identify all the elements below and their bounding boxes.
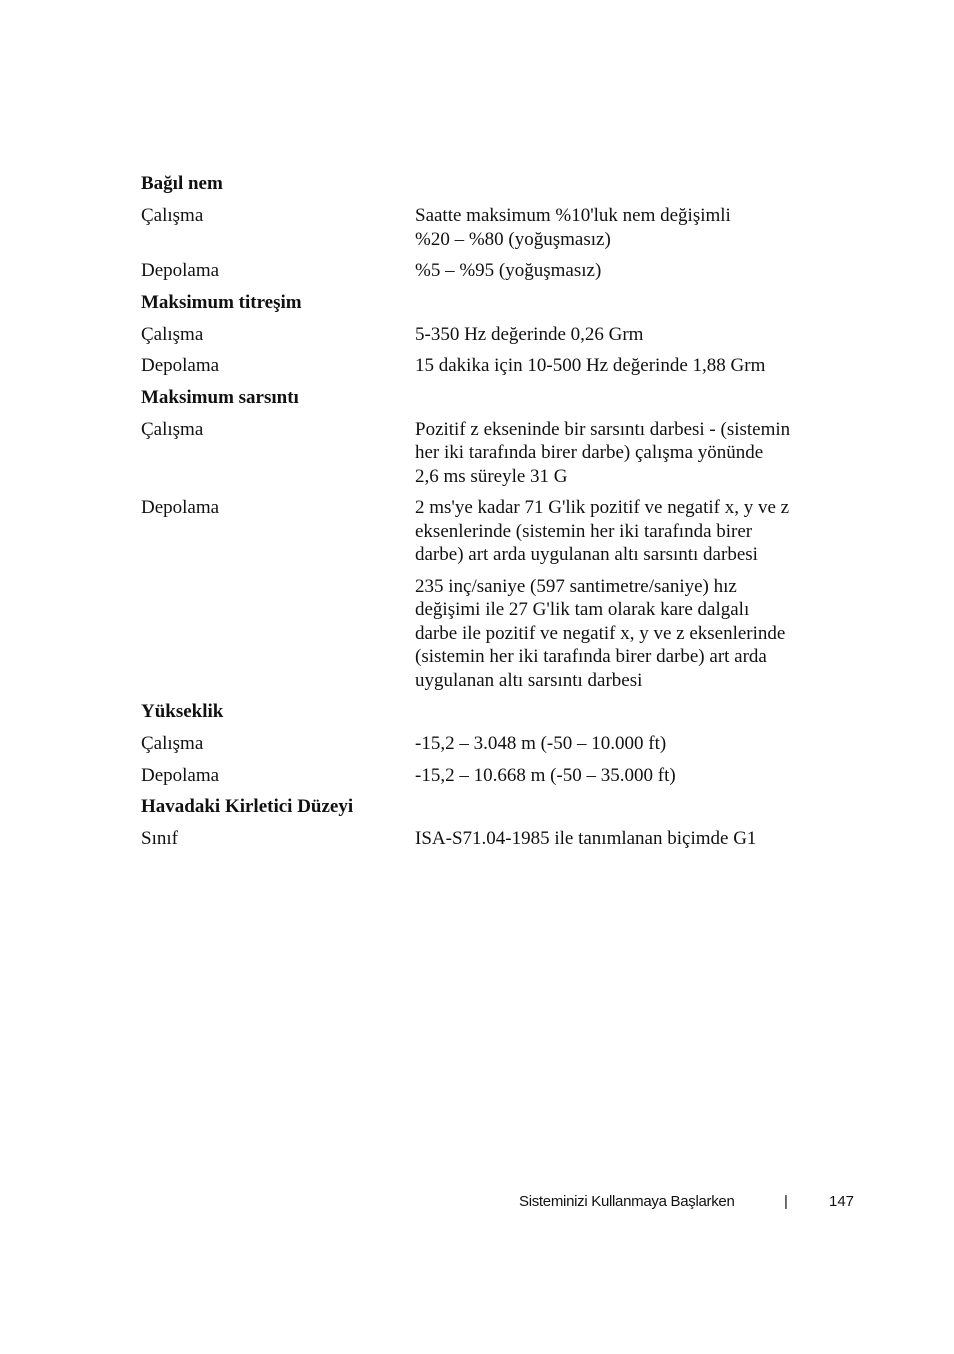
page-footer <box>0 1193 954 1215</box>
spec-value-paragraph: 235 inç/saniye (597 santimetre/saniye) hız değişimi ile 27 G'lik tam olarak kare dalgalı darbe ile pozitif ve negatif x, y ve z eksenlerinde (sistemin her iki tarafında birer darbe) art arda uygulanan altı sarsıntı darbesi <box>415 575 786 691</box>
spec-value <box>415 418 831 489</box>
footer-separator: | <box>784 1193 788 1210</box>
section-heading: Havadaki Kirletici Düzeyi <box>141 796 354 817</box>
spec-label: Çalışma <box>141 733 204 754</box>
spec-value-paragraph: 2 ms'ye kadar 71 G'lik pozitif ve negatif x, y ve z eksenlerinde (sistemin her iki tarafında birer darbe) art arda uygulanan altı sarsıntı darbesi <box>415 497 790 565</box>
spec-value-paragraph: 15 dakika için 10-500 Hz değerinde 1,88 Grm <box>415 355 766 376</box>
spec-section <box>141 795 831 851</box>
spec-row <box>141 204 831 251</box>
spec-value-paragraph: Pozitif z ekseninde bir sarsıntı darbesi - (sistemin her iki tarafında birer darbe) çalışma yönünde 2,6 ms süreyle 31 G <box>415 418 791 487</box>
spec-value-paragraph: %5 – %95 (yoğuşmasız) <box>415 260 602 281</box>
spec-row <box>141 764 831 788</box>
spec-value <box>415 732 831 756</box>
section-heading: Bağıl nem <box>141 173 223 194</box>
spec-section <box>141 291 831 378</box>
section-heading: Maksimum titreşim <box>141 291 302 313</box>
spec-value-paragraph: 5-350 Hz değerinde 0,26 Grm <box>415 323 644 345</box>
spec-label: Depolama <box>141 764 220 786</box>
spec-label: Çalışma <box>141 418 204 440</box>
footer-title: Sisteminizi Kullanmaya Başlarken <box>519 1193 735 1210</box>
spec-label: Sınıf <box>141 828 178 849</box>
spec-value-paragraph: ISA-S71.04-1985 ile tanımlanan biçimde G1 <box>415 828 757 849</box>
spec-section <box>141 172 831 283</box>
specifications-table <box>141 170 831 859</box>
spec-row <box>141 496 831 692</box>
spec-value <box>415 496 831 692</box>
spec-row <box>141 732 831 756</box>
spec-row <box>141 323 831 347</box>
spec-value <box>415 354 831 378</box>
spec-value <box>415 764 831 788</box>
section-heading: Maksimum sarsıntı <box>141 386 299 408</box>
section-heading: Yükseklik <box>141 701 224 722</box>
spec-value-paragraph: -15,2 – 10.668 m (-50 – 35.000 ft) <box>415 764 676 786</box>
spec-label: Çalışma <box>141 205 204 226</box>
spec-label: Depolama <box>141 355 220 376</box>
spec-row <box>141 354 831 378</box>
spec-value <box>415 259 831 283</box>
spec-section <box>141 386 831 693</box>
page-number: 147 <box>829 1193 855 1210</box>
spec-value <box>415 827 831 851</box>
spec-label: Depolama <box>141 497 220 518</box>
spec-row <box>141 259 831 283</box>
spec-value <box>415 204 831 251</box>
spec-row <box>141 418 831 489</box>
spec-label: Çalışma <box>141 323 204 345</box>
spec-value-paragraph: Saatte maksimum %10'luk nem değişimli %20 – %80 (yoğuşmasız) <box>415 205 731 250</box>
spec-row <box>141 827 831 851</box>
spec-section <box>141 700 831 787</box>
spec-value <box>415 323 831 347</box>
spec-value-paragraph: -15,2 – 3.048 m (-50 – 10.000 ft) <box>415 733 667 754</box>
spec-label: Depolama <box>141 260 220 281</box>
